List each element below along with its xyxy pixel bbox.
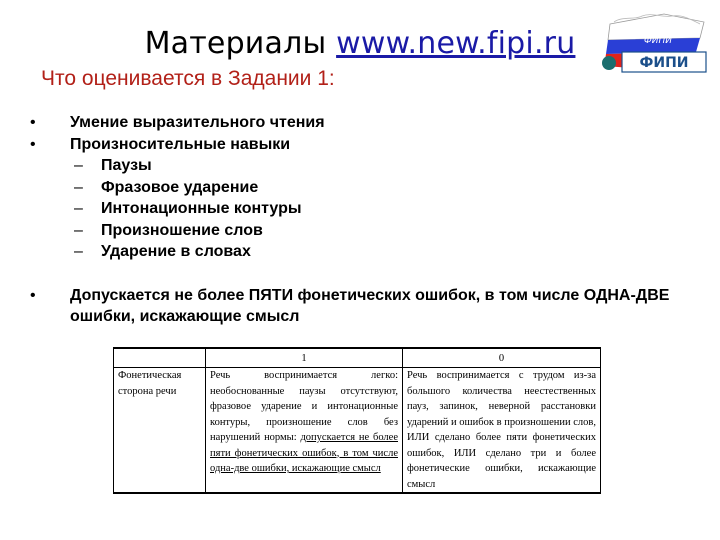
bullet-dot-icon: • [30, 135, 36, 153]
score-header: 0 [403, 348, 601, 368]
logo-banner-text: ФИПИ [644, 36, 672, 46]
table-header-row [114, 348, 601, 368]
dash-icon: – [74, 200, 83, 217]
fipi-logo [592, 10, 710, 76]
dash-icon: – [74, 221, 83, 239]
criteria-table [113, 347, 601, 494]
bullet-dot-icon: • [30, 287, 36, 304]
row-label: Фонетическая сторона речи [114, 368, 206, 494]
table-row [114, 368, 601, 494]
table-header-empty [114, 348, 206, 368]
section-subtitle: Что оценивается в Задании 1: [41, 67, 335, 90]
fipi-link[interactable]: www.new.fipi.ru [336, 26, 576, 61]
dash-icon: – [74, 178, 83, 196]
dash-icon: – [74, 243, 83, 260]
logo-text: ФИПИ [639, 55, 689, 71]
score-header: 1 [206, 348, 403, 368]
criteria-cell-score-0: Речь воспринимается с трудом из-за большого количества неестественных пауз, запинок, неверной расстановки ударений и ошибок в произношении слов, ИЛИ сделано более пяти фонетических ошибок, ИЛИ сделано три и более фонетические ошибки, искажающие смысл [403, 368, 601, 494]
criteria-cell-score-1: Речь воспринимается легко: необоснованные паузы отсутствуют, фразовое ударение и интонационные контуры, произношение слов без нарушений нормы: допускается не более пяти фонетических ошибок, в том числе одна-две ошибки, искажающие смысл [206, 368, 403, 494]
title-prefix: Материалы [144, 26, 337, 61]
logo-circle-icon [602, 56, 616, 70]
bullet-dot-icon: • [30, 114, 36, 131]
dash-icon: – [74, 157, 83, 174]
